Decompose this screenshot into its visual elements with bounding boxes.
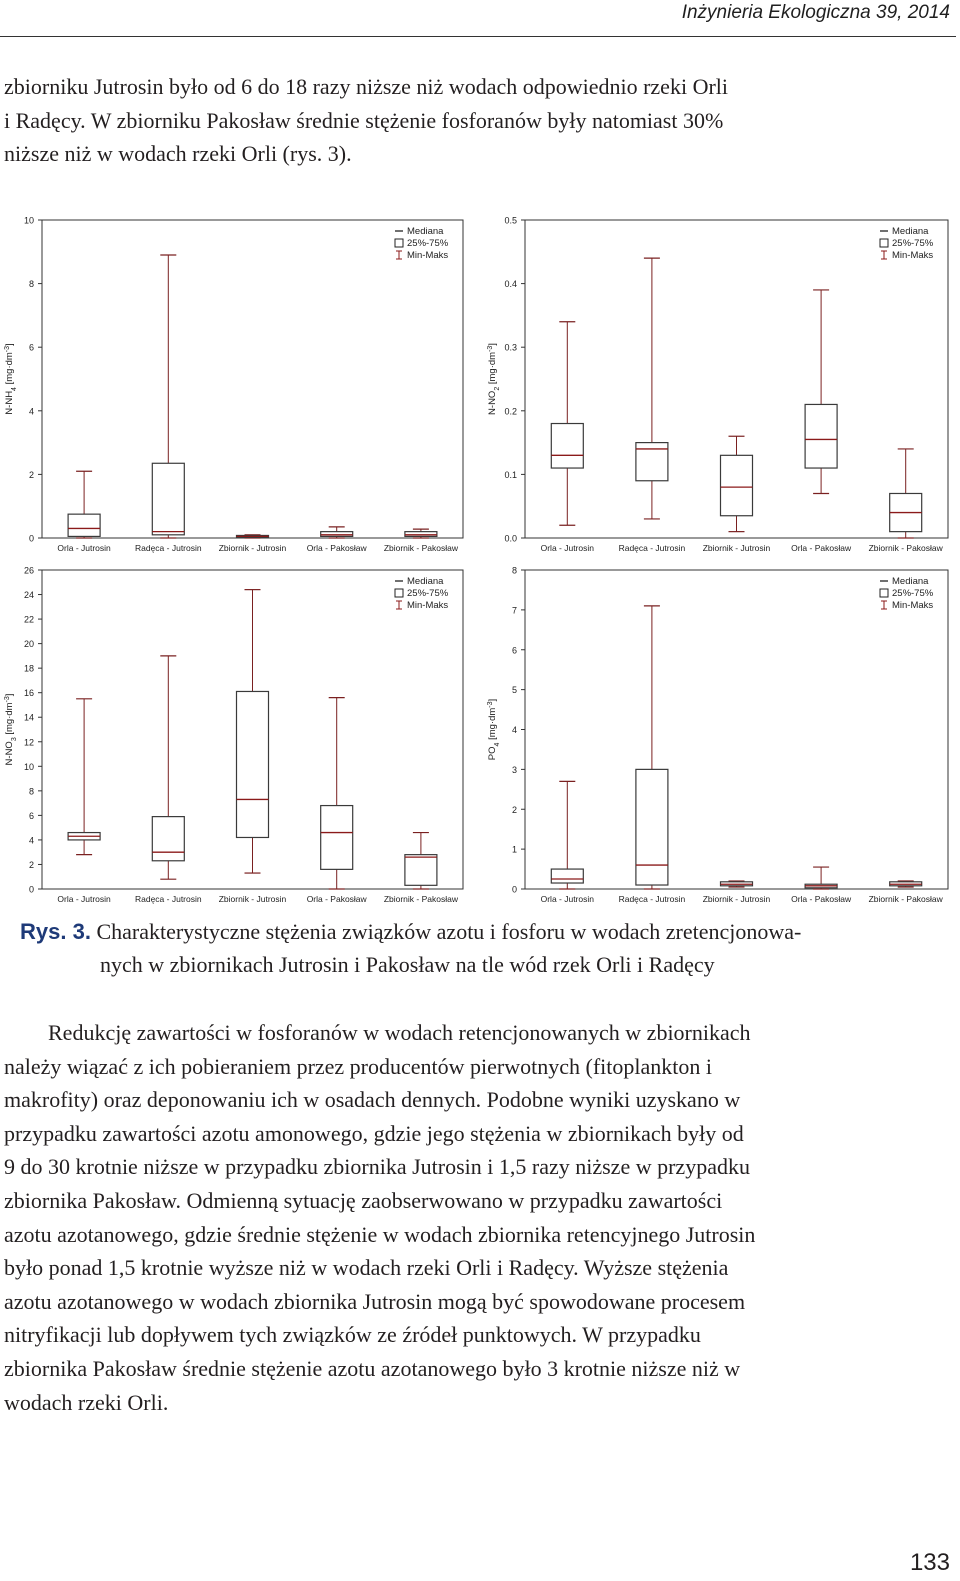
y-axis-label-part: -3 <box>3 345 11 353</box>
y-axis-label <box>487 699 501 760</box>
y-tick-label: 18 <box>23 663 34 674</box>
boxplot-panel-3 <box>4 566 464 905</box>
legend-median-label: Mediana <box>407 576 444 587</box>
legend-median-label: Mediana <box>407 226 444 237</box>
category-label: Zbiornik - Jutrosin <box>702 543 771 553</box>
y-tick-label: 26 <box>23 565 34 576</box>
paragraph-line: zbiornika Pakosław. Odmienną sytuację zaobserwowano w przypadku zawartości <box>4 1187 723 1213</box>
category-label: Radęca - Jutrosin <box>134 894 202 904</box>
y-tick-label: 0.1 <box>504 469 517 480</box>
y-axis-label-part: 4 <box>493 742 501 747</box>
y-tick-label: 0.2 <box>504 406 517 417</box>
y-tick-label: 0 <box>511 884 517 895</box>
y-axis-label-part: [mg·dm <box>4 702 15 738</box>
iqr-box <box>321 806 353 870</box>
journal-header: Inżynieria Ekologiczna 39, 2014 <box>681 2 950 23</box>
y-axis-label-part: PO <box>487 746 498 761</box>
y-tick-label: 8 <box>28 786 34 797</box>
category-label: Zbiornik - Pakosław <box>383 543 458 553</box>
legend-box-swatch <box>880 589 888 597</box>
legend-box-label: 25%-75% <box>892 588 934 599</box>
category-label: Orla - Pakosław <box>306 894 367 904</box>
iqr-box <box>805 404 837 468</box>
category-label: Radęca - Jutrosin <box>618 894 686 904</box>
paragraph-line: makrofity) oraz deponowaniu ich w osadach dennych. Podobne wyniki uzyskano w <box>4 1087 741 1113</box>
legend-median-label: Mediana <box>892 226 929 237</box>
y-axis-label-part: 4 <box>10 387 18 391</box>
box-5 <box>890 881 922 887</box>
category-label: Zbiornik - Pakosław <box>868 894 943 904</box>
legend-box-swatch <box>880 239 888 247</box>
paragraph-main <box>4 1016 956 1419</box>
legend-box-swatch <box>395 239 403 247</box>
y-tick-label: 3 <box>511 764 517 775</box>
iqr-box <box>551 869 583 883</box>
legend-range-label: Min-Maks <box>892 250 934 261</box>
paragraph-line: zbiorniku Jutrosin było od 6 do 18 razy niższe niż wodach odpowiednio rzeki Orli <box>4 74 729 99</box>
box-2 <box>152 656 184 879</box>
header-rule <box>0 36 956 37</box>
iqr-box <box>152 817 184 861</box>
y-tick-label: 0.3 <box>504 342 517 353</box>
iqr-box <box>152 463 184 535</box>
category-label: Orla - Jutrosin <box>540 543 594 553</box>
paragraph-line: azotu azotanowego, gdzie średnie stężenie w wodach zbiornika retencyjnego Jutrosin <box>4 1221 756 1247</box>
y-axis-label-part: N-NO <box>4 741 15 766</box>
boxplot-figure <box>0 210 960 910</box>
y-tick-label: 7 <box>511 605 517 616</box>
y-tick-label: 4 <box>28 406 34 417</box>
category-label: Zbiornik - Jutrosin <box>218 894 287 904</box>
y-axis-label-part: [mg·dm <box>487 351 498 387</box>
boxplot-panel-4 <box>487 566 949 905</box>
y-tick-label: 1 <box>511 844 517 855</box>
figure-caption <box>20 915 940 981</box>
y-tick-label: 12 <box>23 737 34 748</box>
category-label: Zbiornik - Pakosław <box>868 543 943 553</box>
box-3 <box>237 590 269 873</box>
category-label: Orla - Jutrosin <box>540 894 594 904</box>
box-4 <box>805 867 837 889</box>
caption-label: Rys. 3. <box>20 919 91 944</box>
box-3 <box>721 881 753 887</box>
y-axis-label-part: N-NH <box>4 390 15 415</box>
y-tick-label: 2 <box>511 804 517 815</box>
y-axis-label-part: [mg·dm <box>487 707 498 743</box>
paragraph-line: należy wiązać z ich pobieraniem przez producentów pierwotnych (fitoplankton i <box>4 1053 712 1079</box>
y-tick-label: 0 <box>28 884 34 895</box>
paragraph-line: i Radęcy. W zbiorniku Pakosław średnie stężenie fosforanów były natomiast 30% <box>4 107 724 133</box>
category-label: Orla - Pakosław <box>791 894 852 904</box>
box-1 <box>68 471 100 538</box>
y-tick-label: 4 <box>28 835 34 846</box>
paragraph-line: nitryfikacji lub dopływem tych związków ze źródeł punktowych. W przypadku <box>4 1322 701 1348</box>
box-4 <box>805 290 837 494</box>
y-axis-label-part: -3 <box>3 696 11 703</box>
legend-box-label: 25%-75% <box>892 238 934 249</box>
category-label: Orla - Pakosław <box>791 543 852 553</box>
legend-box-label: 25%-75% <box>407 238 449 249</box>
y-tick-label: 10 <box>23 761 34 772</box>
y-axis-label-part: -3 <box>486 345 494 352</box>
caption-text: Charakterystyczne stężenia związków azotu i fosforu w wodach zretencjonowa- <box>96 919 802 944</box>
iqr-box <box>68 514 100 536</box>
box-4 <box>321 698 353 889</box>
box-1 <box>551 781 583 889</box>
legend-median-label: Mediana <box>892 576 929 587</box>
y-tick-label: 0 <box>28 533 34 544</box>
paragraph-line: przypadku zawartości azotu amonowego, gdzie jego stężenia w zbiornikach były od <box>4 1120 744 1146</box>
boxplot-panel-2 <box>487 216 949 554</box>
category-label: Zbiornik - Pakosław <box>383 894 458 904</box>
category-label: Radęca - Jutrosin <box>618 543 686 553</box>
iqr-box <box>321 532 353 537</box>
caption-text: nych w zbiornikach Jutrosin i Pakosław na tle wód rzek Orli i Radęcy <box>100 952 715 977</box>
y-axis-label-part: ] <box>4 693 15 697</box>
category-label: Zbiornik - Jutrosin <box>218 543 287 553</box>
y-axis-label-part: 3 <box>10 737 18 742</box>
figure-boxplots <box>0 210 960 910</box>
paragraph-line: niższe niż w wodach rzeki Orli (rys. 3). <box>4 141 352 167</box>
y-tick-label: 0.4 <box>504 279 517 290</box>
paragraph-line: było ponad 1,5 krotnie wyższe niż w wodach rzeki Orli i Radęcy. Wyższe stężenia <box>4 1255 729 1281</box>
category-label: Orla - Pakosław <box>306 543 367 553</box>
legend-range-label: Min-Maks <box>407 600 449 611</box>
y-axis-label-part: -3 <box>486 701 494 708</box>
box-1 <box>68 699 100 855</box>
plot-frame <box>525 570 948 889</box>
y-tick-label: 20 <box>23 639 34 650</box>
y-tick-label: 6 <box>511 645 517 656</box>
legend <box>395 576 449 611</box>
paragraph-line: Redukcję zawartości w fosforanów w wodach retencjonowanych w zbiornikach <box>48 1020 751 1045</box>
legend-box-label: 25%-75% <box>407 588 449 599</box>
y-axis-label <box>487 343 501 415</box>
paragraph-line: zbiornika Pakosław średnie stężenie azotu azotanowego było 3 krotnie niższe niż w <box>4 1355 741 1381</box>
box-4 <box>321 527 353 538</box>
paragraph-top <box>4 70 956 171</box>
iqr-box <box>405 532 437 537</box>
box-5 <box>890 449 922 538</box>
legend <box>880 226 934 261</box>
y-tick-label: 6 <box>28 810 34 821</box>
box-3 <box>721 436 753 531</box>
y-tick-label: 0.0 <box>504 533 517 544</box>
y-tick-label: 24 <box>23 590 34 601</box>
box-2 <box>152 255 184 538</box>
y-tick-label: 6 <box>28 342 34 353</box>
paragraph-line: azotu azotanowego w wodach zbiornika Jutrosin mogą być spowodowane procesem <box>4 1288 746 1314</box>
iqr-box <box>636 769 668 885</box>
legend-range-label: Min-Maks <box>407 250 449 261</box>
y-axis-label-part: [mg·dm <box>4 352 15 388</box>
boxplot-panel-1 <box>4 216 464 554</box>
y-axis-label-part: ] <box>487 343 498 346</box>
paragraph-line: wodach rzeki Orli. <box>4 1389 169 1415</box>
y-tick-label: 5 <box>511 685 517 696</box>
category-label: Orla - Jutrosin <box>57 894 111 904</box>
iqr-box <box>721 455 753 515</box>
category-label: Radęca - Jutrosin <box>134 543 202 553</box>
y-axis-label-part: 2 <box>493 386 501 391</box>
y-tick-label: 10 <box>23 215 34 226</box>
y-tick-label: 8 <box>28 279 34 290</box>
plot-frame <box>42 220 463 538</box>
y-tick-label: 8 <box>511 565 517 576</box>
y-axis-label-part: ] <box>4 343 15 346</box>
legend-box-swatch <box>395 589 403 597</box>
y-tick-label: 2 <box>28 859 34 870</box>
page-number: 133 <box>909 1549 950 1576</box>
box-5 <box>405 529 437 538</box>
y-tick-label: 22 <box>23 614 34 625</box>
iqr-box <box>237 691 269 837</box>
box-2 <box>636 258 668 519</box>
legend <box>395 226 449 261</box>
y-tick-label: 2 <box>28 469 34 480</box>
y-axis-label <box>4 694 18 766</box>
y-tick-label: 0.5 <box>504 215 517 226</box>
box-2 <box>636 606 668 889</box>
y-axis-label <box>4 343 18 414</box>
iqr-box <box>551 424 583 469</box>
box-1 <box>551 322 583 526</box>
legend-range-label: Min-Maks <box>892 600 934 611</box>
y-axis-label-part: ] <box>487 698 498 702</box>
iqr-box <box>405 855 437 886</box>
y-tick-label: 16 <box>23 688 34 699</box>
box-3 <box>237 535 269 538</box>
category-label: Zbiornik - Jutrosin <box>702 894 771 904</box>
paragraph-line: 9 do 30 krotnie niższe w przypadku zbiornika Jutrosin i 1,5 razy niższe w przypadku <box>4 1154 750 1180</box>
y-tick-label: 4 <box>511 725 517 735</box>
box-5 <box>405 833 437 889</box>
category-label: Orla - Jutrosin <box>57 543 111 553</box>
y-tick-label: 14 <box>23 712 34 723</box>
y-axis-label-part: N-NO <box>487 390 498 415</box>
legend <box>880 576 934 611</box>
